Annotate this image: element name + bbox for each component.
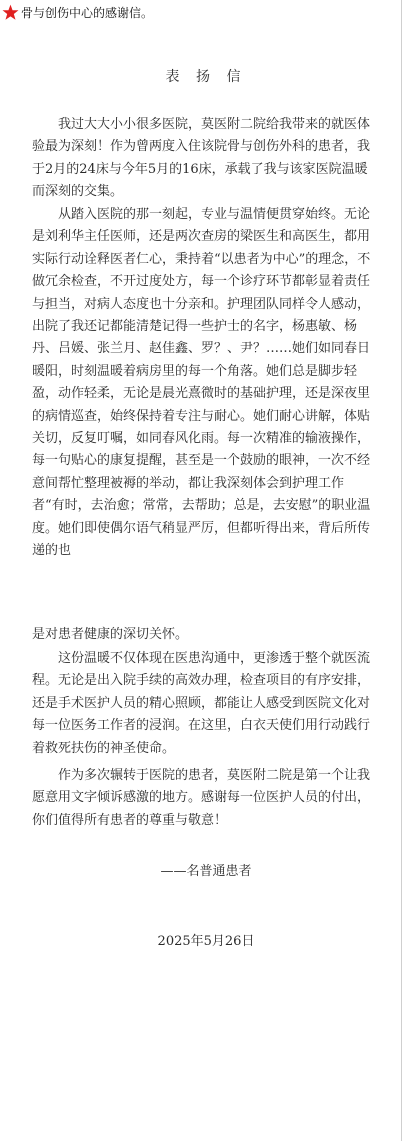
letter-paragraph-3: 这份温暖不仅体现在医患沟通中，更渗透于整个就医流程。无论是出入院手续的高效办理，检查项目的有序安排，还是手术医护人员的精心照顾，都能让人感受到医院文化对每一位医务工作者的浸润。在这里，白衣天使们用行动践行着救死扶伤的神圣使命。 bbox=[32, 651, 371, 756]
letter-paragraph-2: 从踏入医院的那一刻起，专业与温情便贯穿始终。无论是刘利华主任医师，还是两次查房的梁医生和高医生，都用实际行动诠释医者仁心，秉持着“以患者为中心”的理念，不做冗余检查，不开过度处方，每一个诊疗环节都彰显着责任与担当，对病人态度也十分亲和。护理团队同样令人感动，出院了我还记都能清楚记得一些护士的名字，杨惠敏、杨丹、吕媛、张兰月、赵佳鑫、罗？、尹？……她们如同春日暖阳，时刻温暖着病房里的每一个角落。她们总是脚步轻盈，动作轻柔，无论是晨光熹微时的基础护理，还是深夜里的病情巡查，始终保持着专注与耐心。她们耐心讲解，体贴关切，反复叮嘱，如同春风化雨。每一次精准的输液操作，每一句贴心的康复提醒，甚至是一个鼓励的眼神，一次不经意间帮忙整理被褥的举动，都让我深刻体会到护理工作者“有时，去治愈；常常，去帮助；总是，去安慰”的职业温度。她们即使偶尔语气稍显严厉，但都听得出来，背后所传递的也 bbox=[32, 207, 371, 559]
document-header bbox=[2, 2, 153, 22]
letter-paragraph-4: 作为多次辗转于医院的患者，莫医附二院是第一个让我愿意用文字倾诉感激的地方。感谢每一位医护人员的付出，你们值得所有患者的尊重与敬意！ bbox=[32, 768, 371, 828]
page-edge-divider bbox=[401, 0, 402, 1141]
letter-title: 表 扬 信 bbox=[165, 69, 247, 85]
red-star-icon bbox=[2, 4, 19, 21]
letter-paragraph-1: 我过大大小小很多医院，莫医附二院给我带来的就医体验最为深刻！作为曾两度入住该院骨与创伤外科的患者，我于2月的24床与今年5月的16床，承载了我与该家医院温暖而深刻的交集。 bbox=[32, 117, 371, 200]
letter-date: 2025年5月26日 bbox=[157, 934, 255, 949]
letter-signature: ——名普通患者 bbox=[160, 864, 252, 879]
letter-paragraph-2-continued: 是对患者健康的深切关怀。 bbox=[32, 627, 189, 642]
document-title: 骨与创伤中心的感谢信。 bbox=[21, 5, 154, 20]
